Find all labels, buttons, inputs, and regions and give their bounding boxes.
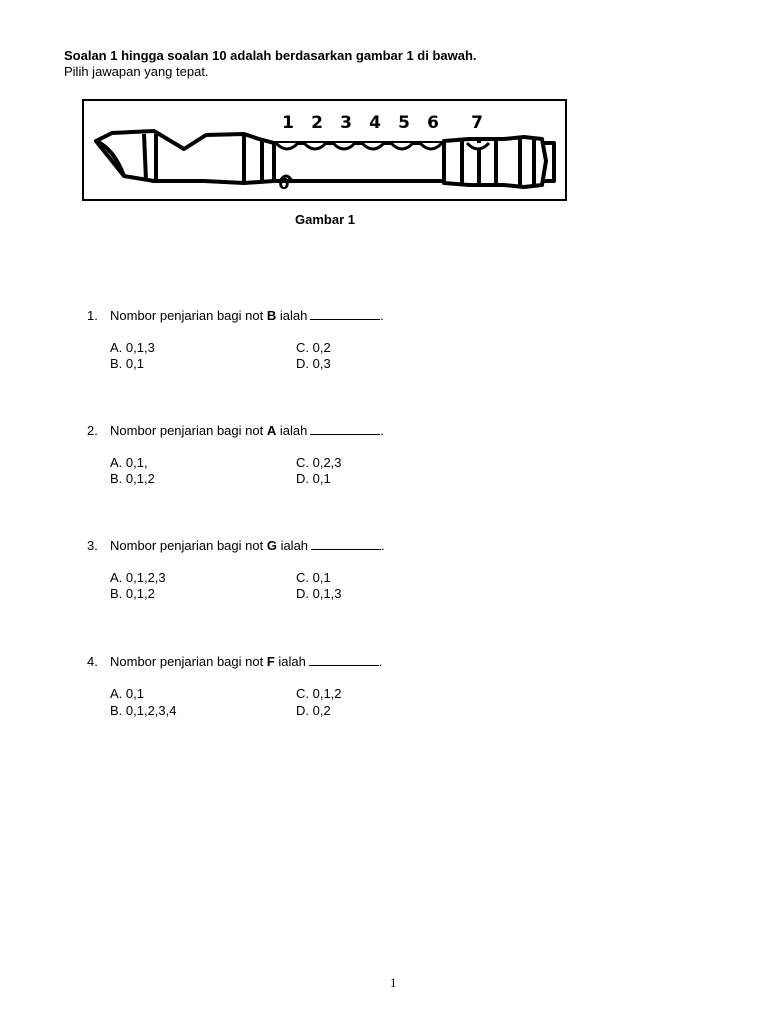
instruction-text: Pilih jawapan yang tepat. [64,64,209,79]
question-number: 3. [87,538,98,553]
answer-options [87,570,687,604]
option-c[interactable]: C. 0,2,3 [296,455,342,470]
question-3 [87,538,687,604]
option-a[interactable]: A. 0,1,2,3 [110,570,166,585]
hole-label-2: 2 [311,113,323,133]
option-c[interactable]: C. 0,1 [296,570,331,585]
option-b[interactable]: B. 0,1,2 [110,471,155,486]
question-text: Nombor penjarian bagi not F ialah . [110,654,383,669]
answer-options [87,686,687,720]
hole-label-1: 1 [282,113,294,133]
answer-blank[interactable] [309,654,379,666]
note-name: G [266,538,277,553]
option-d[interactable]: D. 0,2 [296,703,331,718]
hole-label-6: 6 [427,113,439,133]
instruction-heading: Soalan 1 hingga soalan 10 adalah berdasarkan gambar 1 di bawah. [64,48,477,63]
recorder-illustration [84,101,569,203]
answer-options [87,340,687,374]
question-number: 4. [87,654,98,669]
hole-label-5: 5 [398,113,410,133]
note-name: A [266,423,277,438]
question-text: Nombor penjarian bagi not B ialah . [110,308,384,323]
question-number: 1. [87,308,98,323]
recorder-figure [82,99,567,201]
thumb-hole-label: 0 [278,174,290,193]
option-d[interactable]: D. 0,3 [296,356,331,371]
option-d[interactable]: D. 0,1 [296,471,331,486]
question-1 [87,308,687,374]
answer-blank[interactable] [310,308,380,320]
option-d[interactable]: D. 0,1,3 [296,586,342,601]
answer-blank[interactable] [311,538,381,550]
option-c[interactable]: C. 0,1,2 [296,686,342,701]
note-name: F [266,654,275,669]
option-a[interactable]: A. 0,1,3 [110,340,155,355]
page-number: 1 [390,975,397,990]
option-b[interactable]: B. 0,1,2 [110,586,155,601]
answer-options [87,455,687,489]
figure-caption: Gambar 1 [295,212,355,227]
option-b[interactable]: B. 0,1,2,3,4 [110,703,177,718]
option-a[interactable]: A. 0,1, [110,455,148,470]
option-c[interactable]: C. 0,2 [296,340,331,355]
question-number: 2. [87,423,98,438]
hole-label-7: 7 [471,113,483,133]
question-4 [87,654,687,720]
answer-blank[interactable] [310,423,380,435]
option-b[interactable]: B. 0,1 [110,356,144,371]
option-a[interactable]: A. 0,1 [110,686,144,701]
hole-label-3: 3 [340,113,352,133]
question-2 [87,423,687,489]
note-name: B [266,308,277,323]
hole-label-4: 4 [369,113,381,133]
question-text: Nombor penjarian bagi not G ialah . [110,538,385,553]
question-text: Nombor penjarian bagi not A ialah . [110,423,384,438]
